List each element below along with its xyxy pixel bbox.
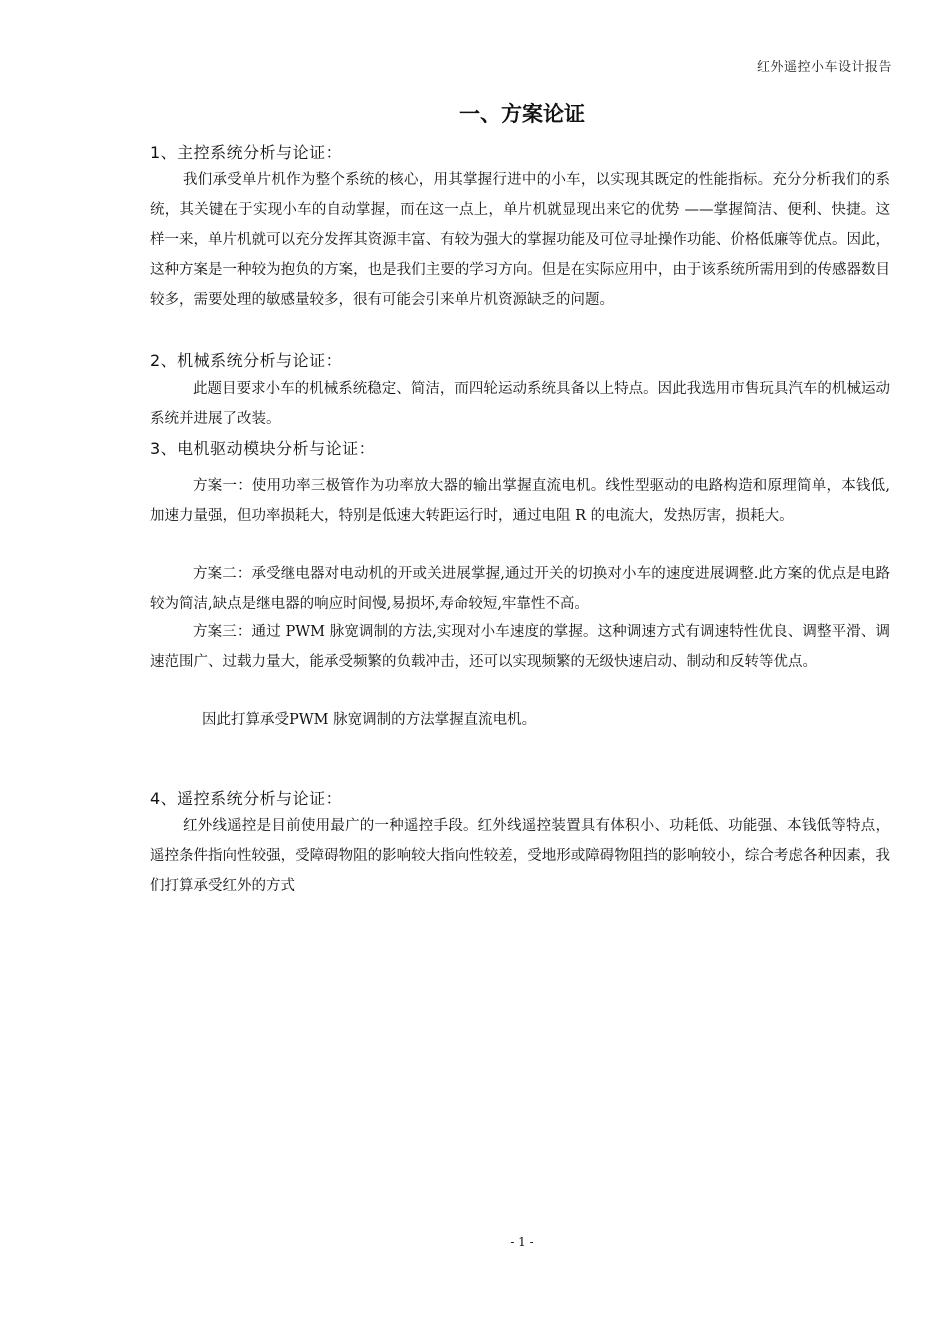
section-heading-main-control: 1、主控系统分析与论证： — [150, 143, 343, 162]
paragraph-scheme-one: 方案一：使用功率三极管作为功率放大器的输出掌握直流电机。线性型驱动的电路构造和原理简单，本钱低,加速力量强，但功率损耗大，特别是低速大转距运行时，通过电阻 R 的电流大，发热厉害，损耗大。 — [150, 478, 890, 524]
section-heading-motor-driver: 3、电机驱动模块分析与论证： — [150, 439, 376, 458]
section-heading-mechanical: 2、机械系统分析与论证： — [150, 351, 343, 370]
paragraph-scheme-three: 方案三：通过 PWM 脉宽调制的方法,实现对小车速度的掌握。这种调速方式有调速特性优良、调整平滑、调速范围广、过载力量大，能承受频繁的负载冲击，还可以实现频繁的无级快速启动、制动和反转等优点。 — [150, 624, 890, 670]
paragraph-remote-control: 红外线遥控是目前使用最广的一种遥控手段。红外线遥控装置具有体积小、功耗低、功能强、本钱低等特点，遥控条件指向性较强，受障碍物阻的影响较大指向性较差，受地形或障碍物阻挡的影响较小，综合考虑各种因素，我们打算承受红外的方式 — [150, 818, 890, 894]
paragraph-mechanical: 此题目要求小车的机械系统稳定、简洁，而四轮运动系统具备以上特点。因此我选用市售玩具汽车的机械运动系统并进展了改装。 — [150, 381, 890, 427]
paragraph-main-control: 我们承受单片机作为整个系统的核心，用其掌握行进中的小车，以实现其既定的性能指标。充分分析我们的系统，其关键在于实现小车的自动掌握，而在这一点上，单片机就显现出来它的优势 ——掌握简洁、便利、快捷。这样一来，单片机就可以充分发挥其资源丰富、有较为强大的掌握功能及可位寻址操作功能、价格低廉等优点。因此，这种方案是一种较为抱负的方案，也是我们主要的学习方向。但是在实际应用中，由于该系统所需用到的传感器数目较多，需要处理的敏感量较多，很有可能会引来单片机资源缺乏的问题。 — [150, 172, 890, 308]
page-title: 一、方案论证 — [459, 102, 585, 126]
paragraph-decision: 因此打算承受PWM 脉宽调制的方法掌握直流电机。 — [202, 712, 537, 728]
running-header: 红外遥控小车设计报告 — [756, 60, 892, 75]
section-heading-remote-control: 4、遥控系统分析与论证： — [150, 789, 343, 808]
paragraph-scheme-two: 方案二：承受继电器对电动机的开或关进展掌握,通过开关的切换对小车的速度进展调整.此方案的优点是电路较为简洁,缺点是继电器的响应时间慢,易损坏,寿命较短,牢靠性不高。 — [150, 566, 890, 612]
page-number: - 1 - — [510, 1235, 534, 1249]
